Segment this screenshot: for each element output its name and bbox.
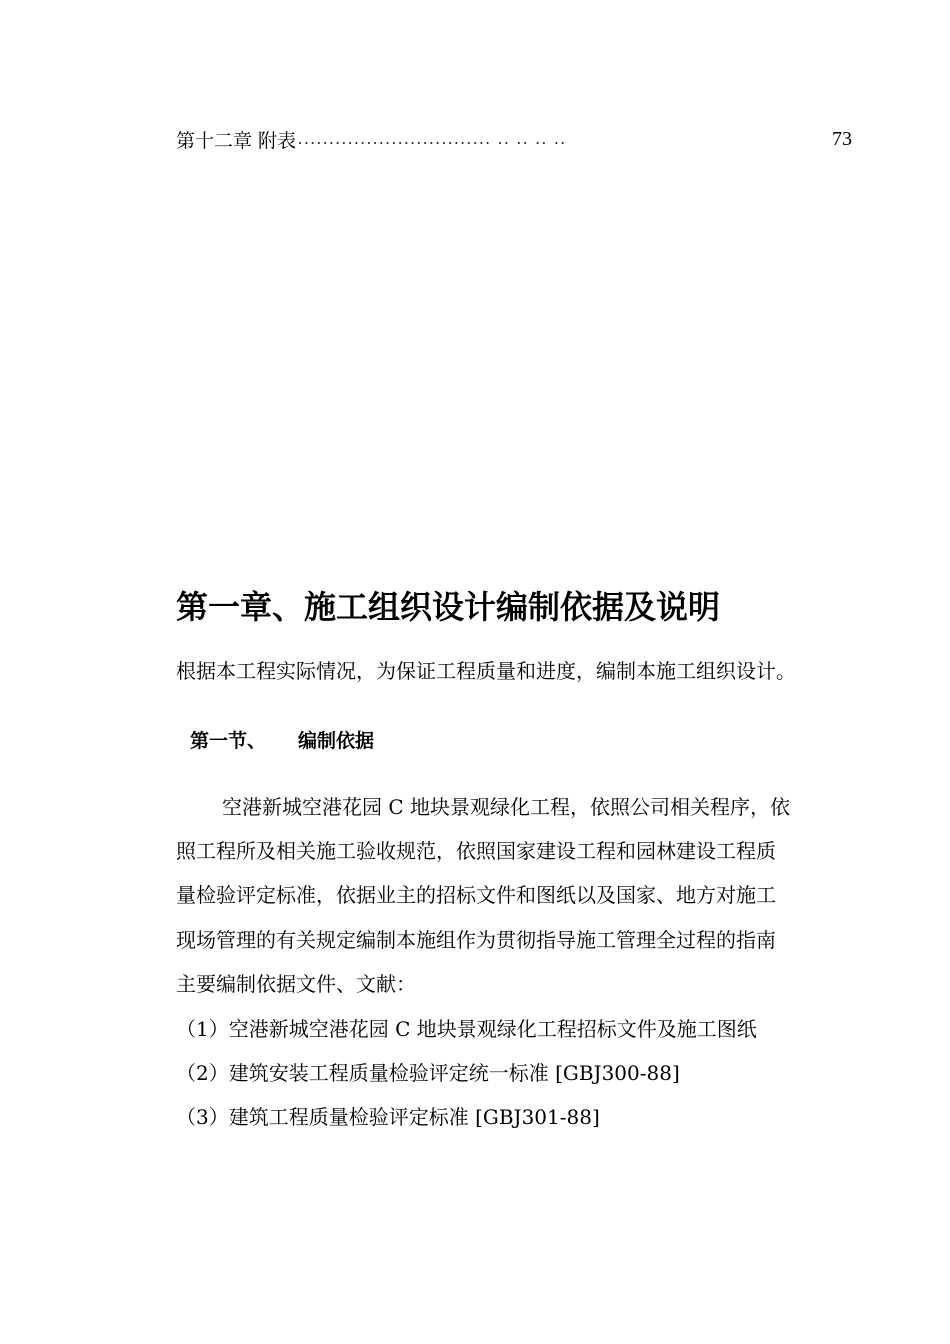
section-name: 编制依据 [298,730,375,752]
chapter-title: 第一章、施工组织设计编制依据及说明 [176,588,721,626]
paragraph-line: 空港新城空港花园 C 地块景观绿化工程，依照公司相关程序，依 [222,795,791,819]
paragraph-line: 量检验评定标准，依据业主的招标文件和图纸以及国家、地方对施工 [176,883,776,907]
section-heading [190,726,374,753]
toc-entry[interactable] [176,124,852,154]
reference-item: （3）建筑工程质量检验评定标准 [GBJ301-88] [176,1105,600,1129]
section-number: 第一节、 [190,730,267,752]
paragraph-line: 现场管理的有关规定编制本施组作为贯彻指导施工管理全过程的指南 [176,928,776,952]
toc-page-number: 73 [832,127,852,150]
paragraph-line: 主要编制依据文件、文献： [176,972,416,996]
paragraph-line: 照工程所及相关施工验收规范，依照国家建设工程和园林建设工程质 [176,839,776,863]
reference-item: （1）空港新城空港花园 C 地块景观绿化工程招标文件及施工图纸 [176,1017,757,1041]
toc-dot-leader: ............................... .. .. .. .. [298,129,567,148]
toc-entry-title: 第十二章 附表 [176,129,297,152]
chapter-intro: 根据本工程实际情况，为保证工程质量和进度，编制本施工组织设计。 [176,659,796,683]
reference-item: （2）建筑安装工程质量检验评定统一标准 [GBJ300-88] [176,1061,680,1085]
